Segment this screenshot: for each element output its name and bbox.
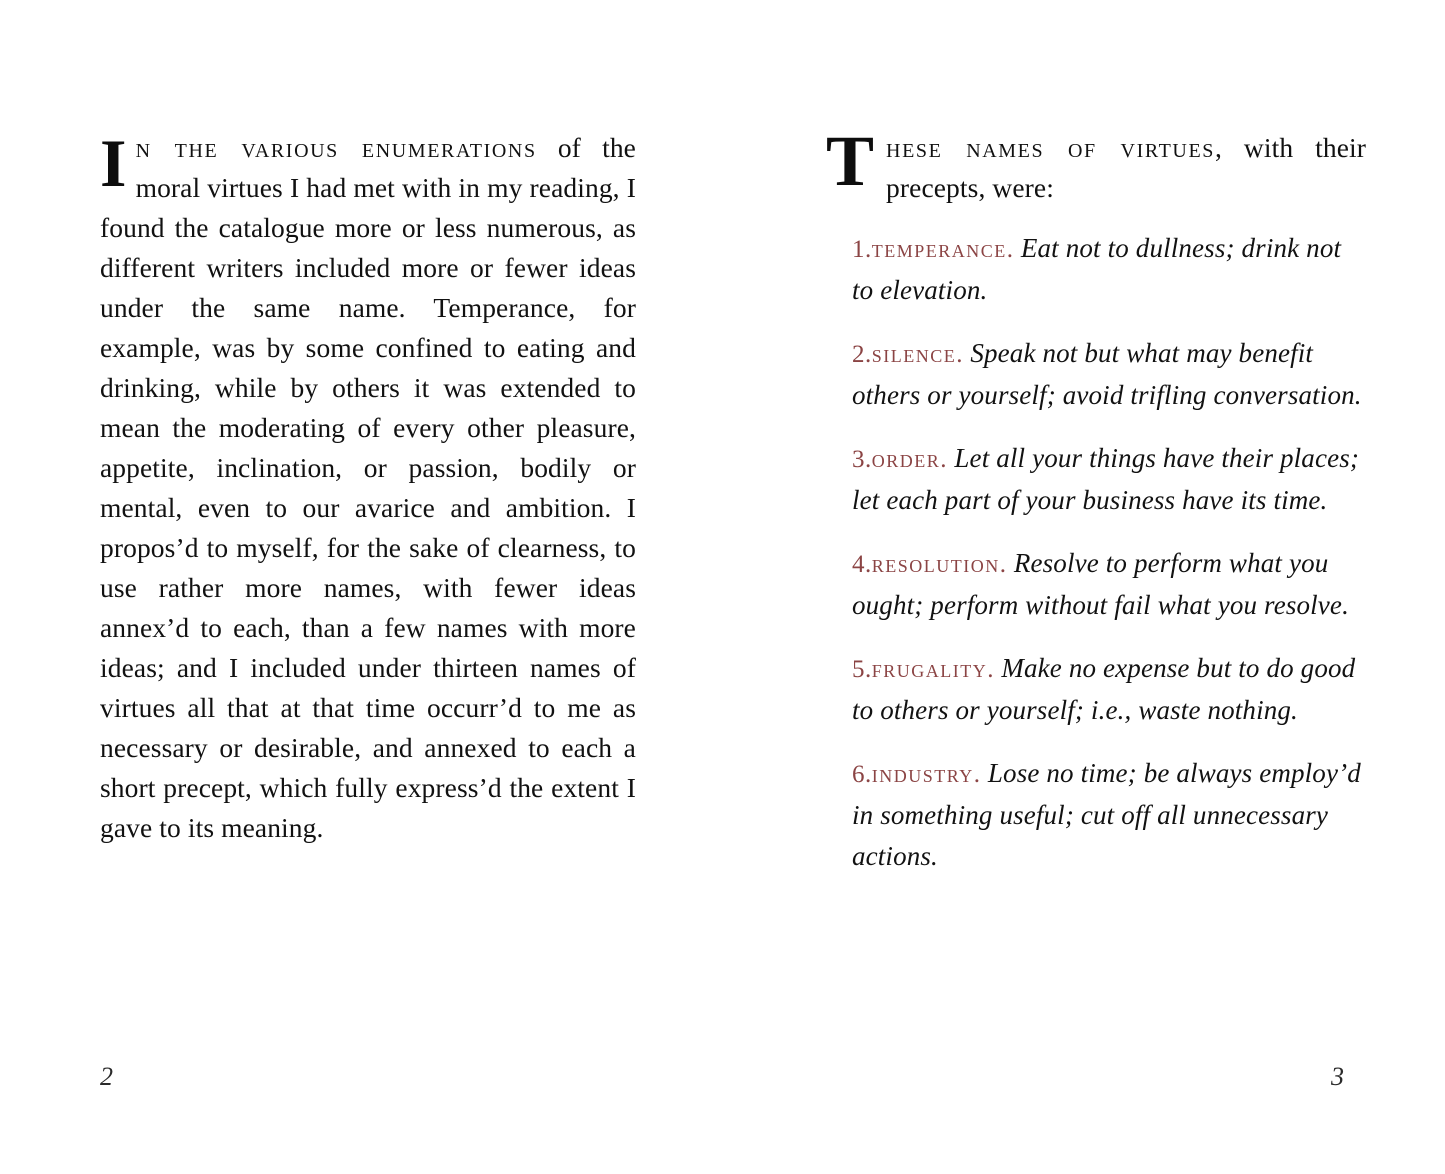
- list-item: [852, 543, 1367, 626]
- heading-small-caps: hese names of virtues: [886, 132, 1216, 164]
- drop-cap-i: I: [100, 125, 127, 201]
- page-left: [0, 0, 722, 1174]
- virtue-number: 1.: [852, 236, 872, 263]
- virtue-name: silence.: [871, 341, 964, 368]
- opening-small-caps: n the various enumerations: [135, 132, 537, 164]
- virtue-name: temperance.: [871, 236, 1015, 263]
- virtue-name: frugality.: [871, 656, 995, 683]
- virtue-precept: Let all your things have their places; let each part of your business have its time.: [852, 443, 1360, 515]
- heading-these-names-of-virtues: [826, 121, 1366, 208]
- virtue-name: order.: [871, 446, 949, 473]
- list-item: [852, 333, 1367, 416]
- drop-cap-t: T: [826, 121, 875, 201]
- folio-page-number-right: 3: [1331, 1062, 1344, 1091]
- virtue-number: 6.: [852, 761, 872, 788]
- virtue-number: 3.: [852, 446, 872, 473]
- paragraph-moral-virtues: [100, 125, 636, 848]
- list-item: [852, 753, 1367, 877]
- virtue-precept: Make no expense but to do good to others or yourself; i.e., waste nothing.: [852, 653, 1356, 725]
- virtue-number: 5.: [852, 656, 872, 683]
- list-item: [852, 228, 1367, 311]
- heading-rest-text: , with their precepts, were:: [886, 132, 1366, 203]
- virtue-number: 4.: [852, 551, 872, 578]
- folio-page-number-left: 2: [100, 1062, 113, 1091]
- virtue-precept: Eat not to dullness; drink not to elevation.: [852, 233, 1342, 305]
- virtue-precept: Resolve to perform what you ought; perform without fail what you resolve.: [852, 548, 1349, 620]
- left-page-text-column: [100, 125, 636, 848]
- list-item: [852, 648, 1367, 731]
- right-page-heading-column: [826, 121, 1366, 208]
- virtue-number: 2.: [852, 341, 872, 368]
- list-item: [852, 438, 1367, 521]
- virtue-name: industry.: [871, 761, 982, 788]
- page-right: [722, 0, 1444, 1174]
- virtue-precept: Speak not but what may benefit others or yourself; avoid trifling conversation.: [852, 338, 1362, 410]
- paragraph-body-text: of the moral virtues I had met with in my reading, I found the catalogue more or less numerous, as different writers included more or fewer ideas under the same name. Temperance, for example, was by some confined to eating and drinking, while by others it was extended to mean the moderating of every other pleasure, appetite, inclination, or passion, bodily or mental, even to our avarice and ambition. I propos’d to myself, for the sake of clearness, to use rather more names, with fewer ideas annex’d to each, than a few names with more ideas; and I included under thirteen names of virtues all that at that time occurr’d to me as necessary or desirable, and annexed to each a short precept, which fully express’d the extent I gave to its meaning.: [100, 132, 636, 843]
- virtue-name: resolution.: [871, 551, 1008, 578]
- virtue-precept: Lose no time; be always employ’d in something useful; cut off all unnecessary actions.: [852, 758, 1361, 871]
- virtue-list: [852, 228, 1367, 877]
